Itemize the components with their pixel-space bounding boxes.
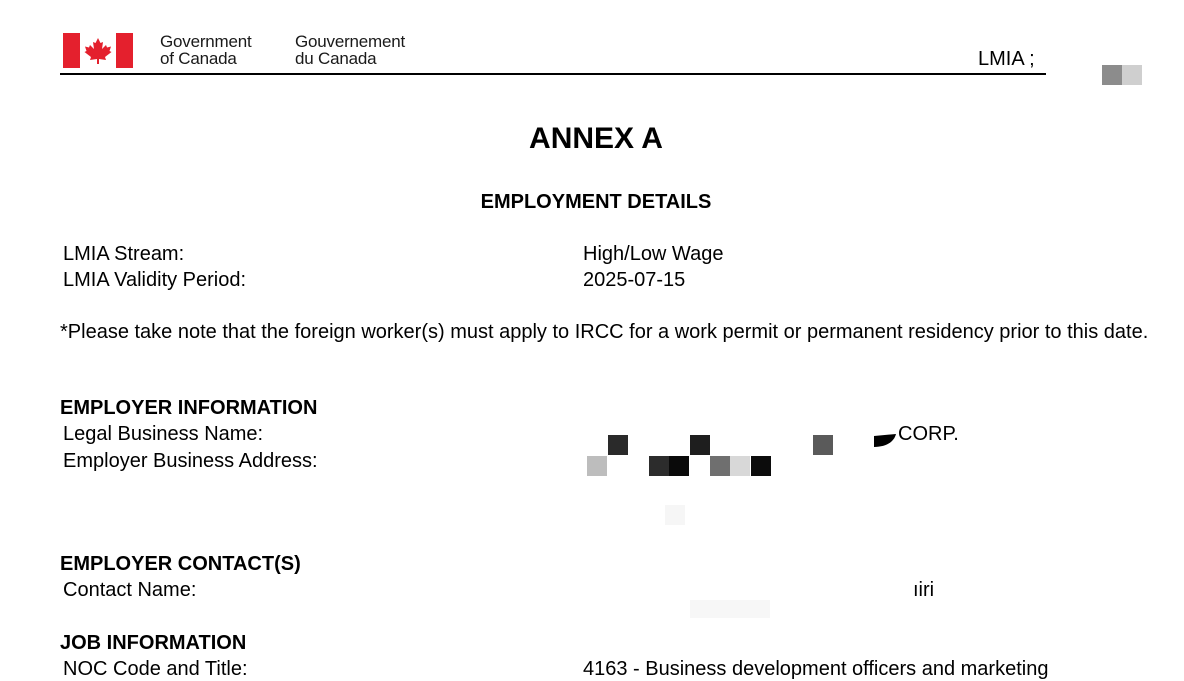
employer-contacts-heading: EMPLOYER CONTACT(S) [60,553,301,575]
header-divider [60,73,1046,75]
redaction-block [751,456,771,476]
wordmark-en-line1: Government [160,32,252,51]
wordmark-en-line2: of Canada [160,49,237,68]
redaction-block [690,600,770,618]
redaction-block [813,435,833,455]
canada-flag-icon [63,33,133,68]
lmia-validity-value: 2025-07-15 [583,269,686,291]
section-title: EMPLOYMENT DETAILS [480,191,712,213]
redaction-block [665,505,685,525]
page-title: ANNEX A [529,122,663,155]
redaction-block [1122,65,1142,85]
employer-address-label: Employer Business Address: [63,450,318,472]
redaction-block [669,456,689,476]
contact-name-value: ıiri [913,579,935,601]
contact-name-label: Contact Name: [63,579,197,601]
employer-information-heading: EMPLOYER INFORMATION [60,397,318,419]
lmia-stream-label: LMIA Stream: [63,243,185,265]
noc-code-value: 4163 - Business development officers and marketing [583,658,1049,680]
legal-business-name-label: Legal Business Name: [63,423,264,445]
noc-code-label: NOC Code and Title: [63,658,248,680]
redaction-block [587,456,607,476]
legal-business-name-value: CORP. [898,423,959,445]
redaction-block [649,456,669,476]
wordmark-fr-line1: Gouvernement [295,32,406,51]
redaction-block [690,435,710,455]
redaction-block [608,435,628,455]
lmia-validity-label: LMIA Validity Period: [63,269,247,291]
government-of-canada-wordmark-fr [295,33,405,67]
redaction-block [874,434,896,448]
lmia-reference: LMIA ; [978,48,1035,70]
government-of-canada-wordmark-en [160,33,252,67]
validity-note: *Please take note that the foreign worker(s) must apply to IRCC for a work permit or permanent residency prior to this date. [60,321,1149,343]
job-information-heading: JOB INFORMATION [60,632,247,654]
lmia-stream-value: High/Low Wage [583,243,724,265]
wordmark-fr-line2: du Canada [295,49,377,68]
redaction-block [730,456,750,476]
redaction-block [1102,65,1122,85]
redaction-block [710,456,730,476]
